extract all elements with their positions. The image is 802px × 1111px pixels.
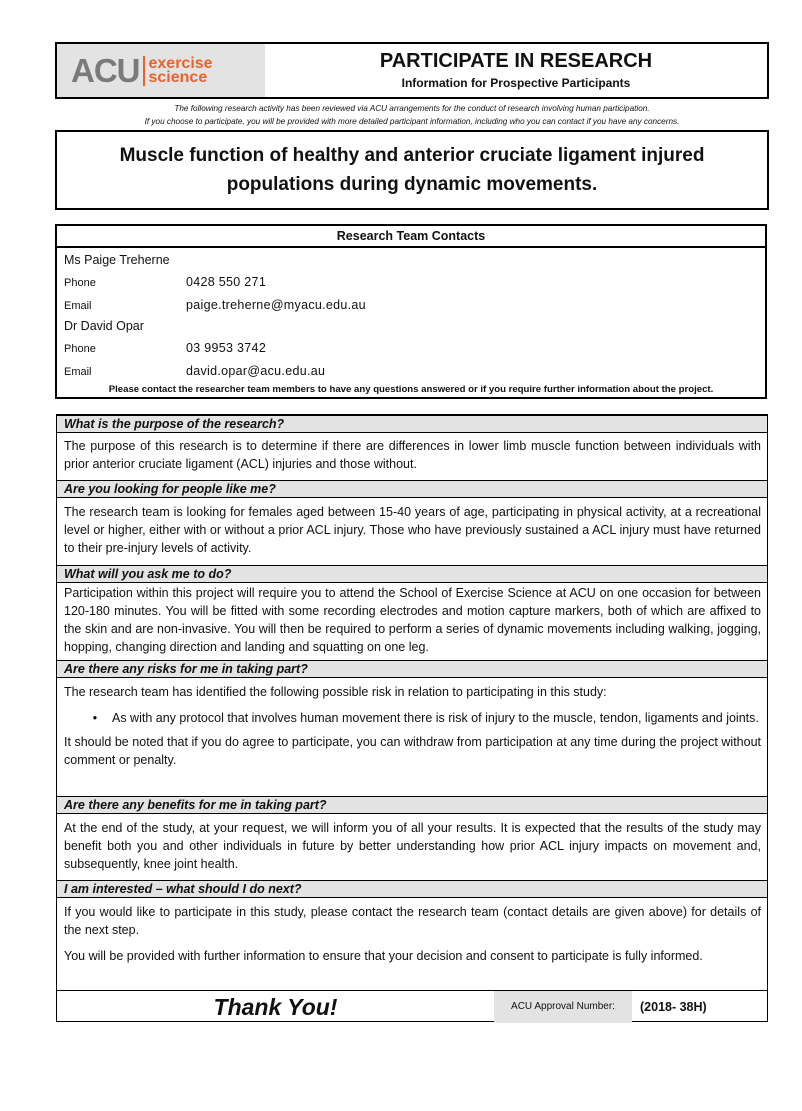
contact-email-label: Email: [64, 366, 92, 378]
contacts-heading: Research Team Contacts: [57, 226, 765, 248]
faq-question: Are there any risks for me in taking part?: [57, 660, 767, 678]
faq-answer-text: The purpose of this research is to determine if there are differences in lower limb muscle function between individuals with prior anterior cruciate ligament (ACL) injuries and those without.: [64, 439, 761, 471]
contact-name: Ms Paige Treherne: [64, 253, 170, 267]
logo-line-2: science: [148, 68, 208, 86]
faq-question: What is the purpose of the research?: [57, 415, 767, 433]
contact-email-label: Email: [64, 300, 92, 312]
header-title-block: [265, 44, 767, 97]
bullet-text: As with any protocol that involves human movement there is risk of injury to the muscle, tendon, ligaments and joints.: [112, 711, 759, 725]
contact-phone-label: Phone: [64, 343, 96, 355]
faq-answer-intro: The research team has identified the following possible risk in relation to participating in this study:: [64, 685, 607, 699]
faq-answer: [64, 503, 761, 557]
logo-acu-text: ACU: [71, 52, 140, 89]
faq-answer-text: At the end of the study, at your request, we will inform you of all your results. It is expected that the results of the study may benefit both you and other individuals in future by better understanding how prior ACL injury impacts on movement and, subsequently, knee joint health.: [64, 821, 761, 871]
logo-divider: [143, 56, 145, 86]
contact-phone[interactable]: 03 9953 3742: [186, 341, 267, 355]
contacts-footer-note: Please contact the researcher team members to have any questions answered or if you require further information about the project.: [108, 384, 714, 395]
thank-you-text: Thank You!: [213, 994, 338, 1020]
contact-phone[interactable]: 0428 550 271: [186, 275, 267, 289]
approval-label: ACU Approval Number:: [494, 991, 632, 1023]
faq-answer: [64, 683, 761, 769]
bullet-item: [64, 709, 761, 727]
logo-subtitle: [148, 54, 213, 86]
contact-phone-label: Phone: [64, 277, 96, 289]
faq-question: Are there any benefits for me in taking part?: [57, 796, 767, 814]
contact-email[interactable]: paige.treherne@myacu.edu.au: [186, 298, 366, 312]
ethics-notice: [55, 102, 769, 128]
notice-line-1: The following research activity has been reviewed via ACU arrangements for the conduct of research involving human participation.: [174, 104, 650, 113]
faq-answer-text: Participation within this project will require you to attend the School of Exercise Science at ACU on one occasion for between 120-180 minutes. You will be fitted with some recording electrodes and motion capture markers, both of which are affixed to the skin and are non-invasive. You will then be required to perform a series of dynamic movements including walking, jogging, hopping, changing direction and landing and squatting on one leg.: [64, 586, 761, 654]
page-title: PARTICIPATE IN RESEARCH: [379, 50, 653, 72]
faq-answer: [64, 903, 761, 965]
contacts-box: [55, 224, 767, 399]
page-subtitle: Information for Prospective Participants: [401, 76, 631, 90]
faq-answer-text: The research team is looking for females aged between 15-40 years of age, participating in physical activity, at a recreational level or higher, either with or without a prior ACL injury. Those who have previously sustained a ACL injury must have returned to their pre-injury levels of activity.: [64, 505, 761, 555]
logo-line-1: exercise: [148, 54, 213, 72]
faq-question: Are you looking for people like me?: [57, 480, 767, 498]
faq-answer-text-2: You will be provided with further information to ensure that your decision and consent to participate is fully informed.: [64, 949, 703, 963]
study-title-line-1: Muscle function of healthy and anterior cruciate ligament injured: [119, 145, 705, 166]
faq-answer-text: If you would like to participate in this study, please contact the research team (contact details are given above) for details of the next step.: [64, 905, 761, 937]
notice-line-2: If you choose to participate, you will be provided with more detailed participant information, including who you can contact if you have any concerns.: [144, 117, 680, 126]
study-title-line-2: populations during dynamic movements.: [226, 174, 598, 195]
faq-answer: [64, 819, 761, 873]
acu-logo: [57, 44, 265, 97]
bullet-icon: •: [92, 711, 98, 725]
faq-section: [56, 414, 768, 1022]
faq-answer: [64, 584, 761, 656]
contact-email[interactable]: david.opar@acu.edu.au: [186, 364, 326, 378]
faq-answer: [64, 437, 761, 473]
faq-question: I am interested – what should I do next?: [57, 880, 767, 898]
contact-name: Dr David Opar: [64, 319, 144, 333]
study-title: [55, 130, 769, 210]
approval-number: (2018- 38H): [640, 1000, 707, 1014]
header: [55, 42, 769, 99]
footer-row: [57, 990, 767, 1023]
faq-question: What will you ask me to do?: [57, 565, 767, 583]
faq-answer-outro: It should be noted that if you do agree to participate, you can withdraw from participation at any time during the project without comment or penalty.: [64, 735, 761, 767]
